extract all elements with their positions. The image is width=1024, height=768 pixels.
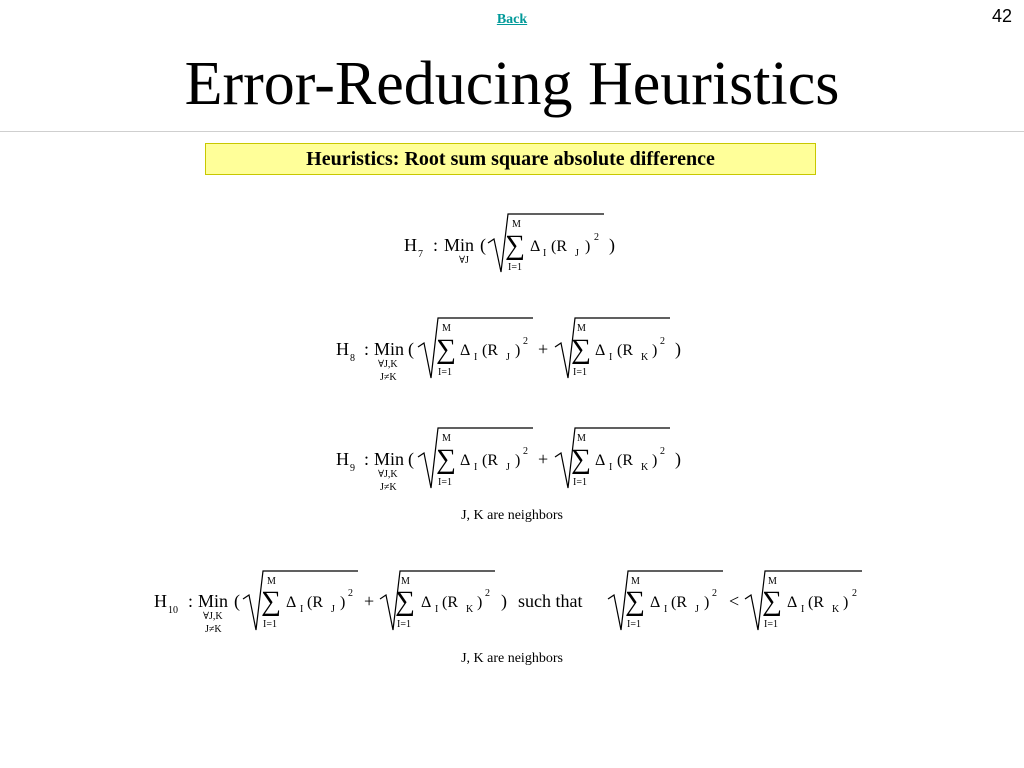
- h10-delta4: Δ: [787, 594, 798, 611]
- h10-sum4-upper: M: [768, 576, 777, 587]
- h10-sum1-sign: ∑: [261, 586, 281, 617]
- h9-sum2-lower: I=1: [573, 477, 587, 488]
- h9-sum2-sign: ∑: [571, 444, 591, 475]
- h8-close-paren: ): [675, 339, 681, 359]
- h8-exp2: 2: [660, 336, 665, 347]
- h10-r4-open: (R: [808, 594, 824, 611]
- h10-sum2-lower: I=1: [397, 619, 411, 630]
- h10-close-paren: ): [501, 591, 507, 611]
- h9-min: Min: [374, 449, 405, 469]
- h10-colon: :: [188, 591, 194, 611]
- h10-neighbors-note: J, K are neighbors: [461, 651, 563, 666]
- h10-sum4-lower: I=1: [764, 619, 778, 630]
- h9-r1-sub: J: [506, 462, 510, 473]
- h10-r2-sub: K: [466, 604, 474, 615]
- h10-r1-sub: J: [331, 604, 335, 615]
- h8-delta2: Δ: [595, 342, 606, 359]
- h8-min: Min: [374, 339, 405, 359]
- slide-number: 42: [991, 6, 1012, 26]
- h10-min: Min: [198, 591, 229, 611]
- h9-r2-close: ): [652, 452, 658, 469]
- h10-min-under1: ∀J,K: [203, 611, 223, 622]
- h10-min-under2: J≠K: [205, 624, 222, 635]
- h10-less-than: <: [729, 591, 740, 611]
- h10-plus: +: [364, 591, 375, 611]
- h10-sum1-lower: I=1: [263, 619, 277, 630]
- h8-sum2-sign: ∑: [571, 334, 591, 365]
- h9-open-paren: (: [408, 449, 414, 469]
- h10-r4-sub: K: [832, 604, 840, 615]
- h8-plus: +: [538, 339, 549, 359]
- h8-label: H: [336, 339, 349, 359]
- formula-h8: [336, 318, 681, 383]
- h10-r3-close: ): [704, 594, 710, 611]
- h8-delta1-sub: I: [474, 352, 478, 363]
- h10-sum1-upper: M: [267, 576, 276, 587]
- h7-colon: :: [433, 235, 439, 255]
- h8-subscript: 8: [350, 353, 355, 364]
- h10-r1-close: ): [340, 594, 346, 611]
- h7-open-paren: (: [480, 235, 486, 255]
- h10-delta3: Δ: [650, 594, 661, 611]
- h8-colon: :: [364, 339, 370, 359]
- h8-min-under2: J≠K: [380, 372, 397, 383]
- h7-min-under: ∀J: [459, 255, 469, 266]
- h9-delta2: Δ: [595, 452, 606, 469]
- h10-delta1: Δ: [286, 594, 297, 611]
- h10-exp4: 2: [852, 588, 857, 599]
- h7-min: Min: [444, 235, 475, 255]
- h7-exp: 2: [594, 232, 599, 243]
- h9-exp1: 2: [523, 446, 528, 457]
- h10-r3-open: (R: [671, 594, 687, 611]
- h9-sum1-lower: I=1: [438, 477, 452, 488]
- h10-delta3-sub: I: [664, 604, 668, 615]
- h8-r2-sub: K: [641, 352, 649, 363]
- h8-delta2-sub: I: [609, 352, 613, 363]
- h10-label: H: [154, 591, 167, 611]
- h9-delta1-sub: I: [474, 462, 478, 473]
- h7-delta-sub: I: [543, 248, 547, 259]
- h8-sum1-sign: ∑: [436, 334, 456, 365]
- h8-sum1-upper: M: [442, 323, 451, 334]
- h10-r2-close: ): [477, 594, 483, 611]
- back-link[interactable]: Back: [496, 12, 528, 27]
- slide-title: Error-Reducing Heuristics: [184, 50, 840, 118]
- h8-open-paren: (: [408, 339, 414, 359]
- h10-sum3-sign: ∑: [625, 586, 645, 617]
- h7-sum-sign: ∑: [505, 230, 525, 261]
- h10-delta4-sub: I: [801, 604, 805, 615]
- h8-sum1-lower: I=1: [438, 367, 452, 378]
- h7-close-paren: ): [609, 235, 615, 255]
- h10-sum2-sign: ∑: [395, 586, 415, 617]
- h10-subscript: 10: [168, 605, 178, 616]
- h9-neighbors-note: J, K are neighbors: [461, 508, 563, 523]
- h7-sum-lower: I=1: [508, 262, 522, 273]
- h9-sum1-sign: ∑: [436, 444, 456, 475]
- h9-plus: +: [538, 449, 549, 469]
- h10-r1-open: (R: [307, 594, 323, 611]
- h10-open-paren: (: [234, 591, 240, 611]
- h10-sum3-lower: I=1: [627, 619, 641, 630]
- h8-sum2-upper: M: [577, 323, 586, 334]
- h9-sum1-upper: M: [442, 433, 451, 444]
- h10-r4-close: ): [843, 594, 849, 611]
- h7-r-sub: J: [575, 248, 579, 259]
- formula-h7: [404, 214, 615, 273]
- h9-delta2-sub: I: [609, 462, 613, 473]
- h7-delta: Δ: [530, 238, 541, 255]
- h8-r2-open: (R: [617, 342, 633, 359]
- h7-sum-upper: M: [512, 219, 521, 230]
- h8-r1-open: (R: [482, 342, 498, 359]
- h7-label: H: [404, 235, 417, 255]
- h10-r3-sub: J: [695, 604, 699, 615]
- h9-min-under2: J≠K: [380, 482, 397, 493]
- h9-r2-sub: K: [641, 462, 649, 473]
- h9-sum2-upper: M: [577, 433, 586, 444]
- h7-r-close: ): [585, 238, 591, 255]
- h9-min-under1: ∀J,K: [378, 469, 398, 480]
- h8-r1-sub: J: [506, 352, 510, 363]
- formula-h10: [154, 571, 862, 635]
- h9-delta1: Δ: [460, 452, 471, 469]
- h10-exp2: 2: [485, 588, 490, 599]
- h10-exp3: 2: [712, 588, 717, 599]
- h9-r1-close: ): [515, 452, 521, 469]
- h9-r2-open: (R: [617, 452, 633, 469]
- h10-sum3-upper: M: [631, 576, 640, 587]
- h8-r1-close: ): [515, 342, 521, 359]
- h10-sum2-upper: M: [401, 576, 410, 587]
- h9-r1-open: (R: [482, 452, 498, 469]
- h8-sum2-lower: I=1: [573, 367, 587, 378]
- h10-such-that: such that: [518, 591, 583, 611]
- h8-exp1: 2: [523, 336, 528, 347]
- formula-h9: [336, 428, 681, 493]
- h10-exp1: 2: [348, 588, 353, 599]
- h9-close-paren: ): [675, 449, 681, 469]
- h10-delta2-sub: I: [435, 604, 439, 615]
- h7-r-open: (R: [551, 238, 567, 255]
- h8-r2-close: ): [652, 342, 658, 359]
- h8-min-under1: ∀J,K: [378, 359, 398, 370]
- h10-delta2: Δ: [421, 594, 432, 611]
- h9-colon: :: [364, 449, 370, 469]
- h10-delta1-sub: I: [300, 604, 304, 615]
- h9-subscript: 9: [350, 463, 355, 474]
- h10-sum4-sign: ∑: [762, 586, 782, 617]
- h10-r2-open: (R: [442, 594, 458, 611]
- h9-label: H: [336, 449, 349, 469]
- h8-delta1: Δ: [460, 342, 471, 359]
- h9-exp2: 2: [660, 446, 665, 457]
- h7-subscript: 7: [418, 249, 423, 260]
- subtitle-box: Heuristics: Root sum square absolute difference: [205, 143, 816, 175]
